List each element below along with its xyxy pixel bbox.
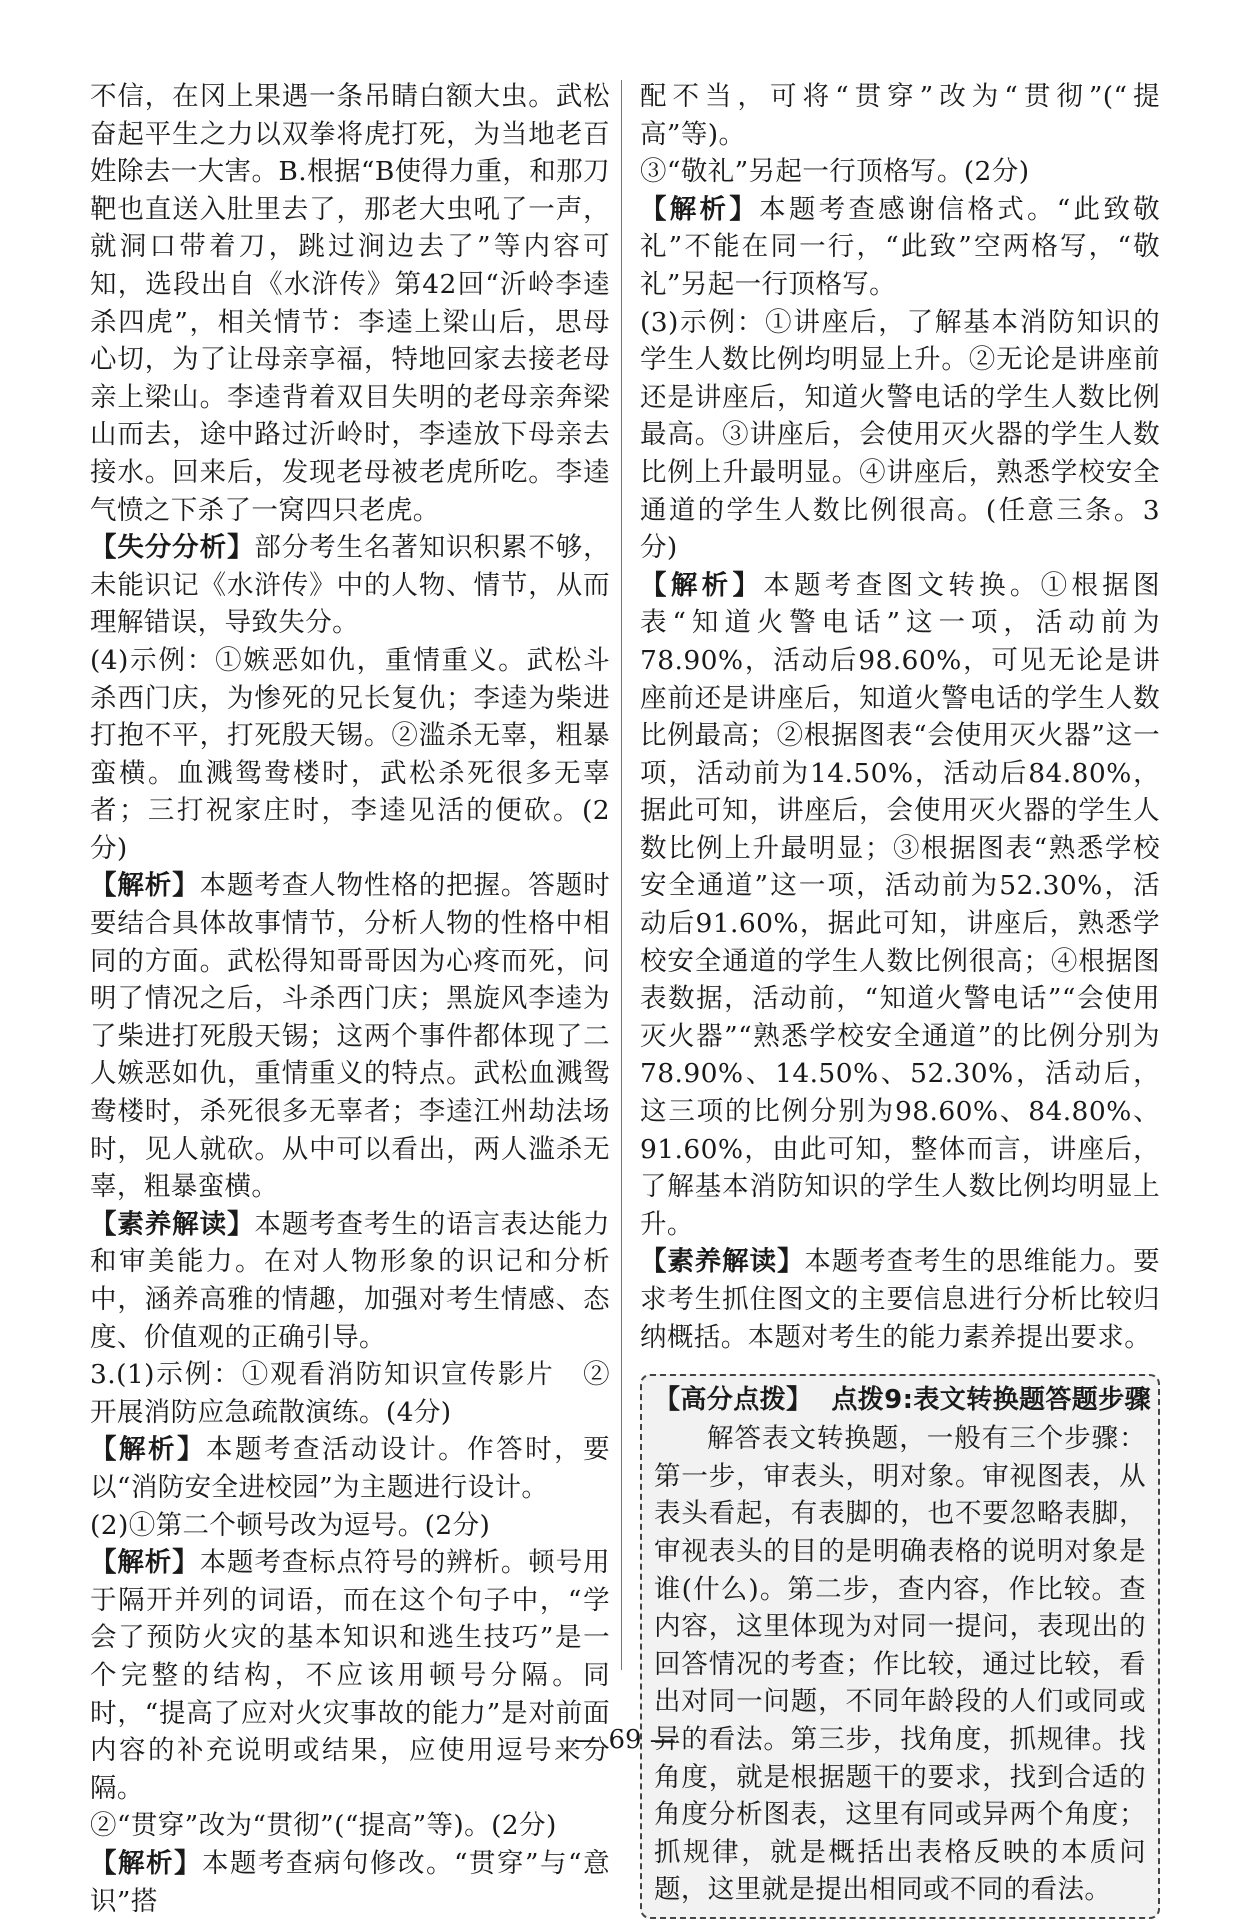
tip-title <box>654 1380 1152 1420</box>
analysis-text: 本题考查病句修改。“贯穿”与“意识”搭 <box>90 1847 610 1917</box>
analysis-3-2b <box>90 1845 610 1920</box>
analysis-tag: 【解析】 <box>90 870 200 902</box>
analysis-tag: 【解析】 <box>640 569 764 601</box>
tip-heading: 点拨9:表文转换题答题步骤 <box>831 1385 1152 1416</box>
tip-tag: 【高分点拨】 <box>654 1385 813 1416</box>
literacy-text: 本题考查考生的思维能力。要求考生抓住图文的主要信息进行分析比较归纳概括。本题对考生的能力素养提出要求。 <box>640 1246 1161 1353</box>
analysis-text: 本题考查图文转换。①根据图表“知道火警电话”这一项，活动前为78.90%，活动后98.60%，可见无论是讲座前还是讲座后，知道火警电话的学生人数比例最高；②根据图表“会使用灭火器”这一项，活动前为14.50%，活动后84.80%，据此可知，讲座后，会使用灭火器的学生人数比例上升最明显；③根据图表“熟悉学校安全通道”这一项，活动前为52.30%，活动后91.60%，据此可知，讲座后，熟悉学校安全通道的学生人数比例很高；④根据图表数据，活动前，“知道火警电话”“会使用灭火器”“熟悉学校安全通道”的比例分别为78.90%、14.50%、52.30%，活动后，这三项的比例分别为98.60%、84.80%、91.60%，由此可知，整体而言，讲座后，了解基本消防知识的学生人数比例均明显上升。 <box>640 569 1160 1240</box>
left-column <box>90 78 610 1920</box>
analysis-text: 本题考查感谢信格式。“此致敬礼”不能在同一行，“此致”空两格写，“敬礼”另起一行顶格写。 <box>640 193 1160 300</box>
literacy-tag: 【素养解读】 <box>90 1208 255 1240</box>
literacy-interpretation <box>90 1206 610 1356</box>
answer-3-2: (2)①第二个顿号改为逗号。(2分) <box>90 1509 491 1541</box>
paragraph: 不信，在冈上果遇一条吊睛白额大虫。武松奋起平生之力以双拳将虎打死，为当地老百姓除去一大害。B.根据“B使得力重，和那刀靶也直送入肚里去了，那老大虫吼了一声，就洞口带着刀，跳过涧边去了”等内容可知，选段出自《水浒传》第42回“沂岭李逵杀四虎”，相关情节：李逵上梁山后，思母心切，为了让母亲享福，特地回家去接老母亲上梁山。李逵背着双目失明的老母亲奔梁山而去，途中路过沂岭时，李逵放下母亲去接水。回来后，发现老母被老虎所吃。李逵气愤之下杀了一窝四只老虎。 <box>90 81 610 526</box>
right-column <box>640 78 1160 1919</box>
answer-3-1: 3.(1)示例：①观看消防知识宣传影片 ②开展消防应急疏散演练。(4分) <box>90 1359 610 1428</box>
literacy-interpretation <box>640 1243 1160 1356</box>
answer-4: (4)示例：①嫉恶如仇，重情重义。武松斗杀西门庆，为惨死的兄长复仇；李逵为柴进打抱不平，打死殷天锡。②滥杀无辜，粗暴蛮横。血溅鸳鸯楼时，武松杀死很多无辜者；三打祝家庄时，李逵见活的便砍。(2分) <box>90 644 610 864</box>
literacy-tag: 【素养解读】 <box>640 1246 805 1278</box>
analysis-3-3 <box>640 567 1160 1244</box>
literacy-text: 本题考查考生的语言表达能力和审美能力。在对人物形象的识记和分析中，涵养高雅的情趣，加强对考生情感、态度、价值观的正确引导。 <box>90 1208 611 1353</box>
analysis-text: 本题考查标点符号的辨析。顿号用于隔开并列的词语，而在这个句子中，“学会了预防火灾的基本知识和逃生技巧”是一个完整的结构，不应该用顿号分隔。同时，“提高了应对火灾事故的能力”是对前面内容的补充说明或结果，应使用逗号来分隔。 <box>90 1547 610 1804</box>
analysis-3-1 <box>90 1431 610 1506</box>
tip-box <box>640 1374 1160 1919</box>
answer-3-2c: ③“敬礼”另起一行顶格写。(2分) <box>640 156 1030 188</box>
analysis-tag: 【解析】 <box>90 1434 207 1466</box>
analysis-3-2c <box>640 191 1160 304</box>
answer-3-3: (3)示例：①讲座后，了解基本消防知识的学生人数比例均明显上升。②无论是讲座前还是讲座后，知道火警电话的学生人数比例最高。③讲座后，会使用灭火器的学生人数比例上升最明显。④讲座后，熟悉学校安全通道的学生人数比例很高。(任意三条。3分) <box>640 306 1160 564</box>
page-number: — 69 — <box>574 1725 676 1755</box>
paragraph: 配不当，可将“贯穿”改为“贯彻”(“提高”等)。 <box>640 81 1160 150</box>
analysis-tag: 【解析】 <box>90 1547 200 1579</box>
analysis-4 <box>90 867 610 1205</box>
loss-analysis-text: 部分考生名著知识积累不够，未能识记《水浒传》中的人物、情节，从而理解错误，导致失分。 <box>90 532 611 639</box>
analysis-tag: 【解析】 <box>90 1847 202 1879</box>
analysis-3-2 <box>90 1544 610 1807</box>
analysis-tag: 【解析】 <box>640 193 760 225</box>
analysis-text: 本题考查人物性格的把握。答题时要结合具体故事情节，分析人物的性格中相同的方面。武松得知哥哥因为心疼而死，问明了情况之后，斗杀西门庆；黑旋风李逵为了柴进打死殷天锡；这两个事件都体现了二人嫉恶如仇，重情重义的特点。武松血溅鸳鸯楼时，杀死很多无辜者；李逵江州劫法场时，见人就砍。从中可以看出，两人滥杀无辜，粗暴蛮横。 <box>90 870 610 1203</box>
loss-analysis-tag: 【失分分析】 <box>90 532 255 564</box>
answer-3-2b: ②“贯穿”改为“贯彻”(“提高”等)。(2分) <box>90 1810 557 1842</box>
column-divider <box>621 80 622 1670</box>
loss-analysis <box>90 529 610 642</box>
analysis-text: 本题考查活动设计。作答时，要以“消防安全进校园”为主题进行设计。 <box>90 1434 610 1503</box>
tip-body: 解答表文转换题，一般有三个步骤：第一步，审表头，明对象。审视图表，从表头看起，有表脚的，也不要忽略表脚，审视表头的目的是明确表格的说明对象是谁(什么)。第二步，查内容，作比较。查内容，这里体现为对同一提问，表现出的回答情况的考查；作比较，通过比较，看出对同一问题，不同年龄段的人们或同或异的看法。第三步，找角度，抓规律。找角度，就是根据题干的要求，找到合适的角度分析图表，这里有同或异两个角度；抓规律，就是概括出表格反映的本质问题，这里就是提出相同或不同的看法。 <box>654 1423 1146 1906</box>
